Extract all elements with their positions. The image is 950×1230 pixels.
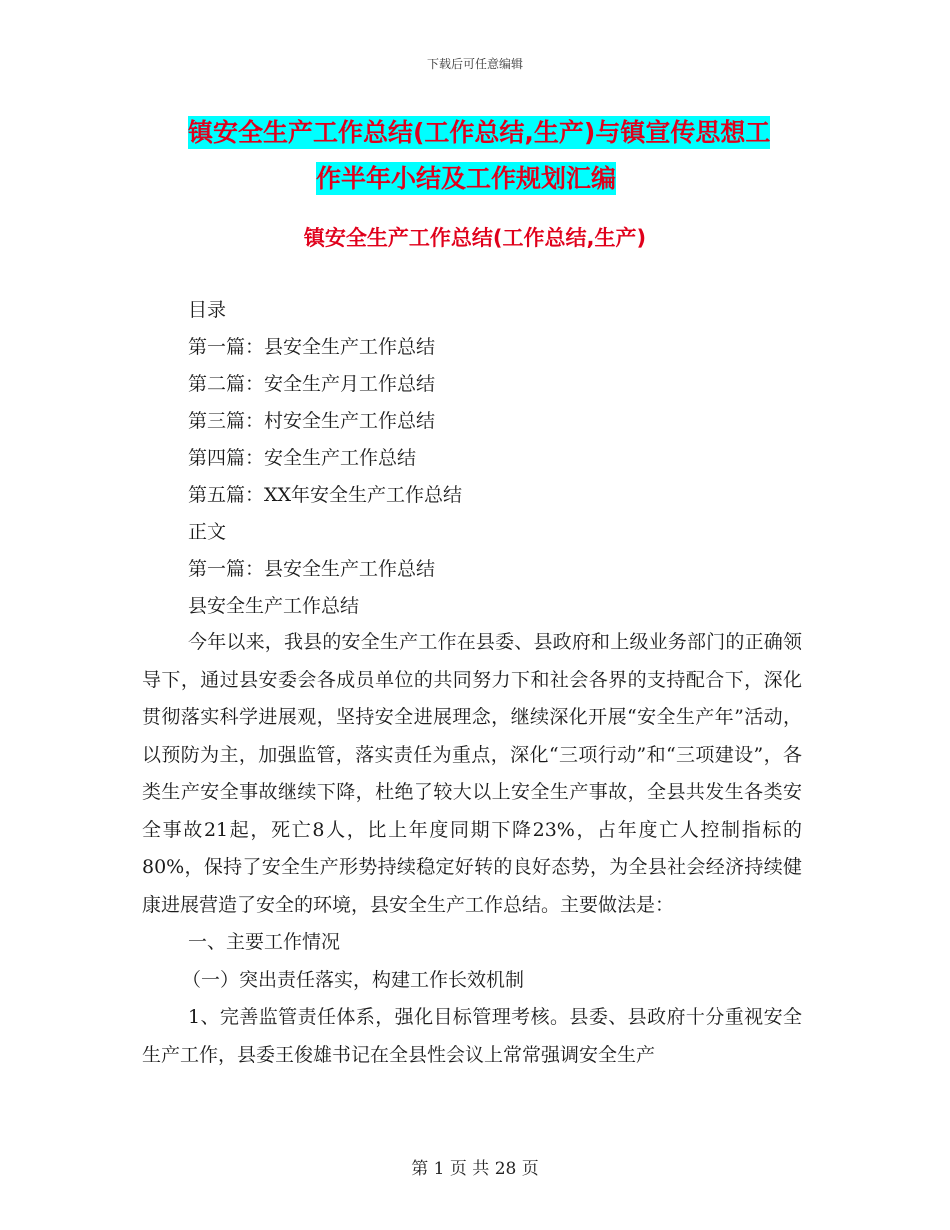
toc-item: 第一篇：县安全生产工作总结 [188, 336, 436, 358]
toc-item: 第五篇：XX年安全生产工作总结 [188, 484, 463, 506]
heading-level2: （一）突出责任落实，构建工作长效机制 [182, 968, 525, 991]
paragraph: 今年以来，我县的安全生产工作在县委、县政府和上级业务部门的正确领导下，通过县安委会各成员单位的共同努力下和社会各界的支持配合下，深化贯彻落实科学进展观，坚持安全进展理念，继续深化开展“安全生产年”活动，以预防为主，加强监管，落实责任为重点，深化“三项行动”和“三项建设”，各类生产安全事故继续下降，杜绝了较大以上安全生产事故，全县共发生各类安全事故21起，死亡8人，比上年度同期下降23%，占年度亡人控制指标的80%，保持了安全生产形势持续稳定好转的良好态势，为全县社会经济持续健康进展营造了安全的环境，县安全生产工作总结。主要做法是： [142, 631, 802, 916]
toc-heading: 目录 [188, 299, 227, 321]
section-title: 镇安全生产工作总结(工作总结,生产) [303, 226, 647, 250]
toc-item: 第三篇：村安全生产工作总结 [188, 410, 436, 432]
main-title-line1: 镇安全生产工作总结(工作总结,生产)与镇宣传思想工 [188, 118, 771, 147]
chapter-title: 县安全生产工作总结 [188, 595, 360, 617]
table-of-contents [188, 292, 828, 625]
first-chapter-heading: 第一篇：县安全生产工作总结 [188, 558, 436, 580]
body-heading: 正文 [188, 521, 227, 543]
main-title [188, 110, 828, 202]
page-footer: 第 1 页 共 28 页 [411, 1159, 539, 1179]
toc-item: 第二篇：安全生产月工作总结 [188, 373, 436, 395]
body-text [142, 624, 802, 1074]
main-title-line2: 作半年小结及工作规划汇编 [316, 164, 617, 193]
paragraph: 1、完善监管责任体系，强化目标管理考核。县委、县政府十分重视安全生产工作，县委王俊雄书记在全县性会议上常常强调安全生产 [142, 1006, 802, 1066]
header-note: 下载后可任意编辑 [426, 57, 523, 71]
toc-item: 第四篇：安全生产工作总结 [188, 447, 417, 469]
heading-level1: 一、主要工作情况 [188, 931, 341, 953]
